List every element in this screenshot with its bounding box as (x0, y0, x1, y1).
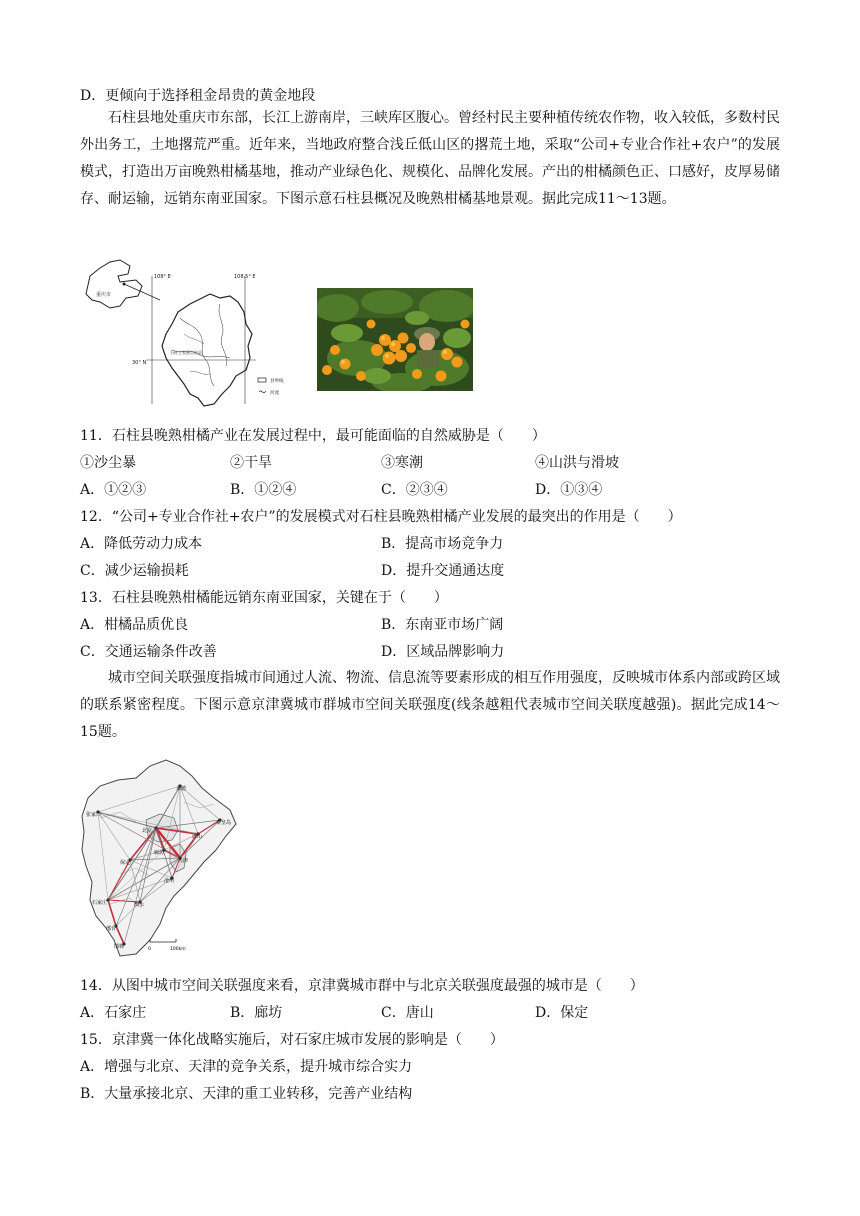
county-name-label: 石柱土家族自治县 (170, 350, 202, 355)
citrus-orchard-photo (317, 288, 473, 391)
scale-label: 100km (170, 947, 186, 952)
shizhu-county-map (80, 254, 290, 410)
longitude-label-108: 108° E (154, 274, 171, 280)
legend-river-icon (259, 391, 266, 393)
q11-item-1: ①沙尘暴 (80, 455, 136, 471)
q11-item-3: ③寒潮 (381, 455, 423, 471)
q12-option-b[interactable]: B．提高市场竞争力 (381, 536, 504, 552)
inset-city-label: 重庆市 (96, 292, 112, 298)
q11-option-d[interactable]: D．①③④ (535, 482, 603, 498)
q14-option-a[interactable]: A．石家庄 (80, 1005, 147, 1021)
q11-option-b[interactable]: B．①②④ (230, 482, 297, 498)
city-label-xingtai: 邢台 (106, 926, 117, 932)
passage-jingjinji: 城市空间关联强度指城市间通过人流、物流、信息流等要素形成的相互作用强度，反映城市体系内部或跨区域的联系紧密程度。下图示意京津冀城市群城市空间关联强度(线条越粗代表城市空间关联度越强)。据此完成14～15题。 (80, 670, 780, 740)
chongqing-inset-outline (86, 260, 142, 308)
q15-option-b[interactable]: B．大量承接北京、天津的重工业转移，完善产业结构 (80, 1086, 413, 1102)
longitude-label-1085: 108.5° E (234, 274, 256, 280)
city-label-qinhuangdao: 秦皇岛 (216, 820, 232, 826)
q13-stem: 13．石柱县晚熟柑橘能远销东南亚国家，关键在于（ ） (80, 590, 448, 606)
city-label-cangzhou: 沧州 (164, 878, 175, 884)
city-label-baoding: 保定 (120, 860, 131, 866)
legend-river-label: 河流 (270, 391, 279, 396)
q13-option-a[interactable]: A．柑橘品质优良 (80, 617, 189, 633)
legend-boundary-label: 县界线 (270, 379, 284, 384)
city-label-chengde: 承德 (176, 786, 187, 792)
city-label-zhangjiakou: 张家口 (86, 812, 102, 818)
q12-stem: 12．“公司+专业合作社+农户”的发展模式对石柱县晚熟柑橘产业发展的最突出的作用是（ ） (80, 509, 682, 525)
q12-option-a[interactable]: A．降低劳动力成本 (80, 536, 203, 552)
q14-option-c[interactable]: C．唐山 (381, 1005, 434, 1021)
city-label-handan: 邯郸 (114, 944, 125, 950)
q10-option-d: D．更倾向于选择租金昂贵的黄金地段 (80, 88, 316, 104)
city-label-langfang: 廊坊 (154, 850, 165, 856)
q11-stem: 11．石柱县晚熟柑橘产业在发展过程中，最可能面临的自然威胁是（ ） (80, 428, 546, 444)
q11-option-c[interactable]: C．②③④ (381, 482, 448, 498)
jingjinji-linkage-map (80, 758, 240, 960)
q11-item-4: ④山洪与滑坡 (535, 455, 619, 471)
latitude-label-30: 30° N (132, 360, 147, 366)
city-label-tianjin: 天津 (178, 858, 189, 864)
city-label-tangshan: 唐山 (192, 834, 203, 840)
q13-option-d[interactable]: D．区域品牌影响力 (381, 644, 505, 660)
city-label-hengshui: 衡水 (134, 902, 145, 908)
q11-item-2: ②干旱 (230, 455, 272, 471)
scale-zero: 0 (148, 947, 151, 952)
q12-option-c[interactable]: C．减少运输损耗 (80, 563, 189, 579)
q15-stem: 15．京津冀一体化战略实施后，对石家庄城市发展的影响是（ ） (80, 1032, 504, 1048)
legend-boundary-icon (258, 378, 266, 382)
q13-option-c[interactable]: C．交通运输条件改善 (80, 644, 217, 660)
q14-option-d[interactable]: D．保定 (535, 1005, 589, 1021)
q11-option-a[interactable]: A．①②③ (80, 482, 147, 498)
city-label-beijing: 北京 (142, 828, 153, 834)
city-label-shijiazhuang: 石家庄 (92, 900, 108, 906)
q14-stem: 14．从图中城市空间关联强度来看，京津冀城市群中与北京关联强度最强的城市是（ ） (80, 978, 644, 994)
city-dot-bj (154, 826, 157, 829)
q15-option-a[interactable]: A．增强与北京、天津的竞争关系，提升城市综合实力 (80, 1059, 413, 1075)
q12-option-d[interactable]: D．提升交通通达度 (381, 563, 505, 579)
passage-shizhu: 石柱县地处重庆市东部，长江上游南岸，三峡库区腹心。曾经村民主要种植传统农作物，收入较低，多数村民外出务工，土地撂荒严重。近年来，当地政府整合浅丘低山区的撂荒土地，采取“公司+专业合作社+农户”的发展模式，打造出万亩晚熟柑橘基地，推动产业绿色化、规模化、品牌化发展。产出的柑橘颜色正、口感好，皮厚易储存、耐运输，远销东南亚国家。下图示意石柱县概况及晚熟柑橘基地景观。据此完成11～13题。 (80, 110, 780, 207)
q14-option-b[interactable]: B．廊坊 (230, 1005, 283, 1021)
q13-option-b[interactable]: B．东南亚市场广阔 (381, 617, 504, 633)
